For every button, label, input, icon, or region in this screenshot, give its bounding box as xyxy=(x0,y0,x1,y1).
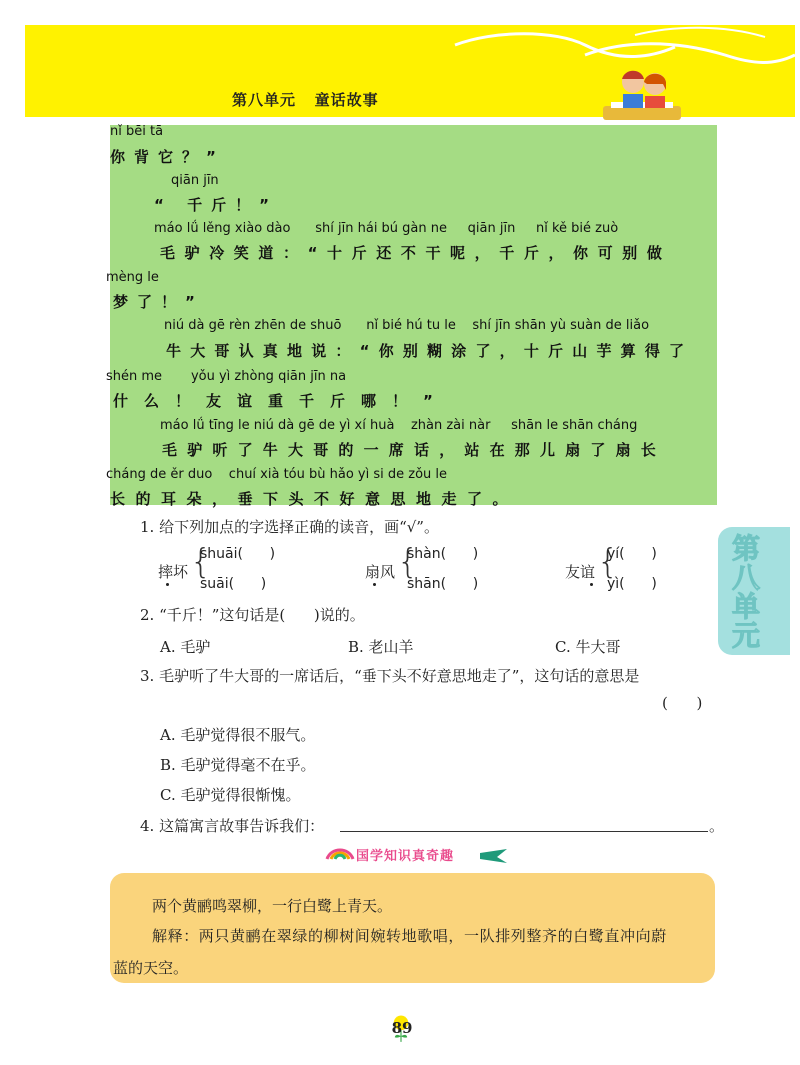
pinyin-line: nǐ bēi tā xyxy=(110,124,164,139)
question-4-end: 。 xyxy=(709,817,725,835)
pinyin-option[interactable]: shān( ) xyxy=(407,576,479,592)
unit-title: 第八单元 童话故事 xyxy=(232,91,379,109)
story-line: 牛大哥认真地说：“你别糊涂了，十斤山芋算得了 xyxy=(166,342,694,360)
option-c[interactable]: C. 牛大哥 xyxy=(555,638,621,656)
side-tab-label: 第八单元 xyxy=(731,532,760,652)
pinyin-line: niú dà gē rèn zhēn de shuō nǐ bié hú tu le shí jīn shān yù suàn de liǎo xyxy=(164,318,650,333)
option-c[interactable]: C. 毛驴觉得很惭愧。 xyxy=(160,786,301,804)
pinyin-option[interactable]: yì( ) xyxy=(607,576,657,592)
story-line: 什么！友谊重千斤哪！” xyxy=(113,392,449,410)
emphasis-dot xyxy=(590,583,593,586)
story-line: 你背它？” xyxy=(110,148,225,166)
question-3: 3. 毛驴听了牛大哥的一席话后，“垂下头不好意思地走了”，这句话的意思是 xyxy=(140,667,640,685)
brace: { xyxy=(397,542,419,582)
reading-kids-illustration xyxy=(603,66,681,122)
story-line: 毛驴听了牛大哥的一席话，站在那儿扇了扇长 xyxy=(162,441,667,459)
brace: { xyxy=(597,542,619,582)
story-line: 毛驴冷笑道：“十斤还不干呢，千斤，你可别做 xyxy=(160,244,672,262)
story-line: 长的耳朵，垂下头不好意思地走了。 xyxy=(110,490,519,508)
option-b[interactable]: B. 老山羊 xyxy=(348,638,414,656)
word-shanfeng: 扇风 xyxy=(365,563,396,581)
poem-explanation: 解释：两只黄鹂在翠绿的柳树间婉转地歌唱，一队排列整齐的白鹭直冲向蔚 xyxy=(152,927,667,945)
pinyin-option[interactable]: suāi( ) xyxy=(200,576,267,592)
pinyin-line: shén me yǒu yì zhòng qiān jīn na xyxy=(106,369,347,384)
option-a[interactable]: A. 毛驴 xyxy=(160,638,211,656)
pinyin-option[interactable]: shuāi( ) xyxy=(200,546,276,562)
pinyin-option[interactable]: yí( ) xyxy=(607,546,657,562)
pinyin-line: mèng le xyxy=(106,270,159,285)
word-shuaihuai: 摔坏 xyxy=(158,563,189,581)
question-1: 1. 给下列加点的字选择正确的读音，画“√”。 xyxy=(140,518,439,536)
pinyin-option[interactable]: shàn( ) xyxy=(407,546,479,562)
question-2: 2. “千斤！”这句话是( )说的。 xyxy=(140,606,365,624)
poem-explanation-cont: 蓝的天空。 xyxy=(113,959,189,977)
brace: { xyxy=(190,542,212,582)
poem-line: 两个黄鹂鸣翠柳，一行白鹭上青天。 xyxy=(152,897,393,915)
story-line: 梦了！” xyxy=(113,293,204,311)
word-youyi: 友谊 xyxy=(565,563,596,581)
emphasis-dot xyxy=(166,583,169,586)
section-title: 国学知识真奇趣 xyxy=(356,849,455,864)
question-4: 4. 这篇寓言故事告诉我们： xyxy=(140,817,325,835)
pinyin-line: qiān jīn xyxy=(171,173,219,188)
page-number: 89 xyxy=(391,1019,413,1037)
pinyin-line: cháng de ěr duo chuí xià tóu bù hǎo yì si de zǒu le xyxy=(106,467,448,482)
emphasis-dot xyxy=(373,583,376,586)
story-line: “ 千斤！” xyxy=(154,196,278,214)
answer-line[interactable] xyxy=(340,831,708,832)
pinyin-line: máo lǘ tīng le niú dà gē de yì xí huà zhàn zài nàr shān le shān cháng xyxy=(160,418,638,433)
option-a[interactable]: A. 毛驴觉得很不服气。 xyxy=(160,726,316,744)
pinyin-line: máo lǘ lěng xiào dào shí jīn hái bú gàn ne qiān jīn nǐ kě bié zuò xyxy=(154,221,619,236)
option-b[interactable]: B. 毛驴觉得毫不在乎。 xyxy=(160,756,316,774)
answer-paren[interactable]: ( ) xyxy=(662,694,703,712)
